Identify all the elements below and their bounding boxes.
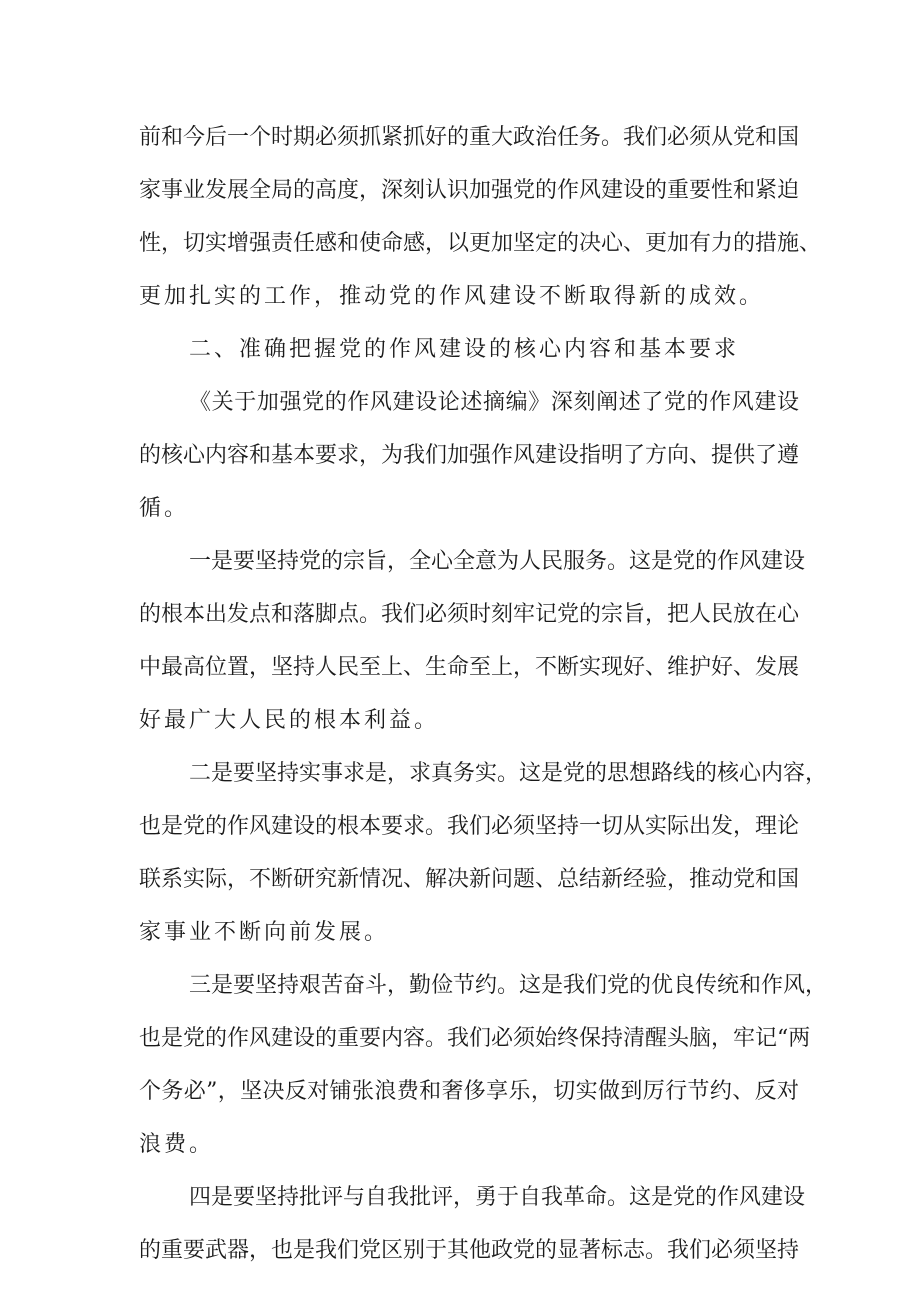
text-line: 一是要坚持党的宗旨，全心全意为人民服务。这是党的作风建设 bbox=[189, 549, 806, 574]
text-line: 个务必”，坚决反对铺张浪费和奢侈享乐，切实做到厉行节约、反对 bbox=[139, 1079, 799, 1104]
paragraph bbox=[139, 535, 806, 747]
text-line: 也是党的作风建设的重要内容。我们必须始终保持清醒头脑，牢记“两 bbox=[139, 1026, 811, 1051]
text-line: 中最高位置，坚持人民至上、生命至上，不断实现好、维护好、发展 bbox=[139, 655, 800, 680]
text-line: 的核心内容和基本要求，为我们加强作风建设指明了方向、提供了遵 bbox=[139, 443, 800, 468]
text-line: 的重要武器，也是我们党区别于其他政党的显著标志。我们必须坚持 bbox=[139, 1238, 800, 1263]
paragraph bbox=[139, 747, 828, 959]
paragraph bbox=[139, 1171, 806, 1277]
text-line: 更加扎实的工作，推动党的作风建设不断取得新的成效。 bbox=[139, 284, 765, 309]
paragraph bbox=[139, 323, 799, 376]
paragraph bbox=[139, 111, 822, 323]
text-line: 也是党的作风建设的根本要求。我们必须坚持一切从实际出发，理论 bbox=[139, 814, 800, 839]
text-line: 家事业不断向前发展。 bbox=[139, 920, 390, 945]
paragraph bbox=[139, 959, 828, 1171]
text-line: 四是要坚持批评与自我批评，勇于自我革命。这是党的作风建设 bbox=[189, 1185, 806, 1210]
text-line: 好最广大人民的根本利益。 bbox=[139, 708, 440, 733]
text-line: 《关于加强党的作风建设论述摘编》深刻阐述了党的作风建设 bbox=[189, 390, 799, 415]
text-line: 的根本出发点和落脚点。我们必须时刻牢记党的宗旨，把人民放在心 bbox=[139, 602, 800, 627]
paragraph bbox=[139, 376, 799, 535]
text-line: 循。 bbox=[139, 496, 190, 521]
text-line: 浪费。 bbox=[139, 1132, 215, 1157]
text-line: 三是要坚持艰苦奋斗，勤俭节约。这是我们党的优良传统和作风， bbox=[189, 973, 828, 998]
text-line: 二是要坚持实事求是，求真务实。这是党的思想路线的核心内容， bbox=[189, 761, 828, 786]
text-line: 二、准确把握党的作风建设的核心内容和基本要求 bbox=[189, 337, 740, 362]
document-body bbox=[139, 111, 828, 1277]
text-line: 家事业发展全局的高度，深刻认识加强党的作风建设的重要性和紧迫 bbox=[139, 178, 800, 203]
text-line: 前和今后一个时期必须抓紧抓好的重大政治任务。我们必须从党和国 bbox=[139, 125, 800, 150]
text-line: 联系实际，不断研究新情况、解决新问题、总结新经验，推动党和国 bbox=[139, 867, 800, 892]
text-line: 性，切实增强责任感和使命感，以更加坚定的决心、更加有力的措施、 bbox=[139, 231, 822, 256]
